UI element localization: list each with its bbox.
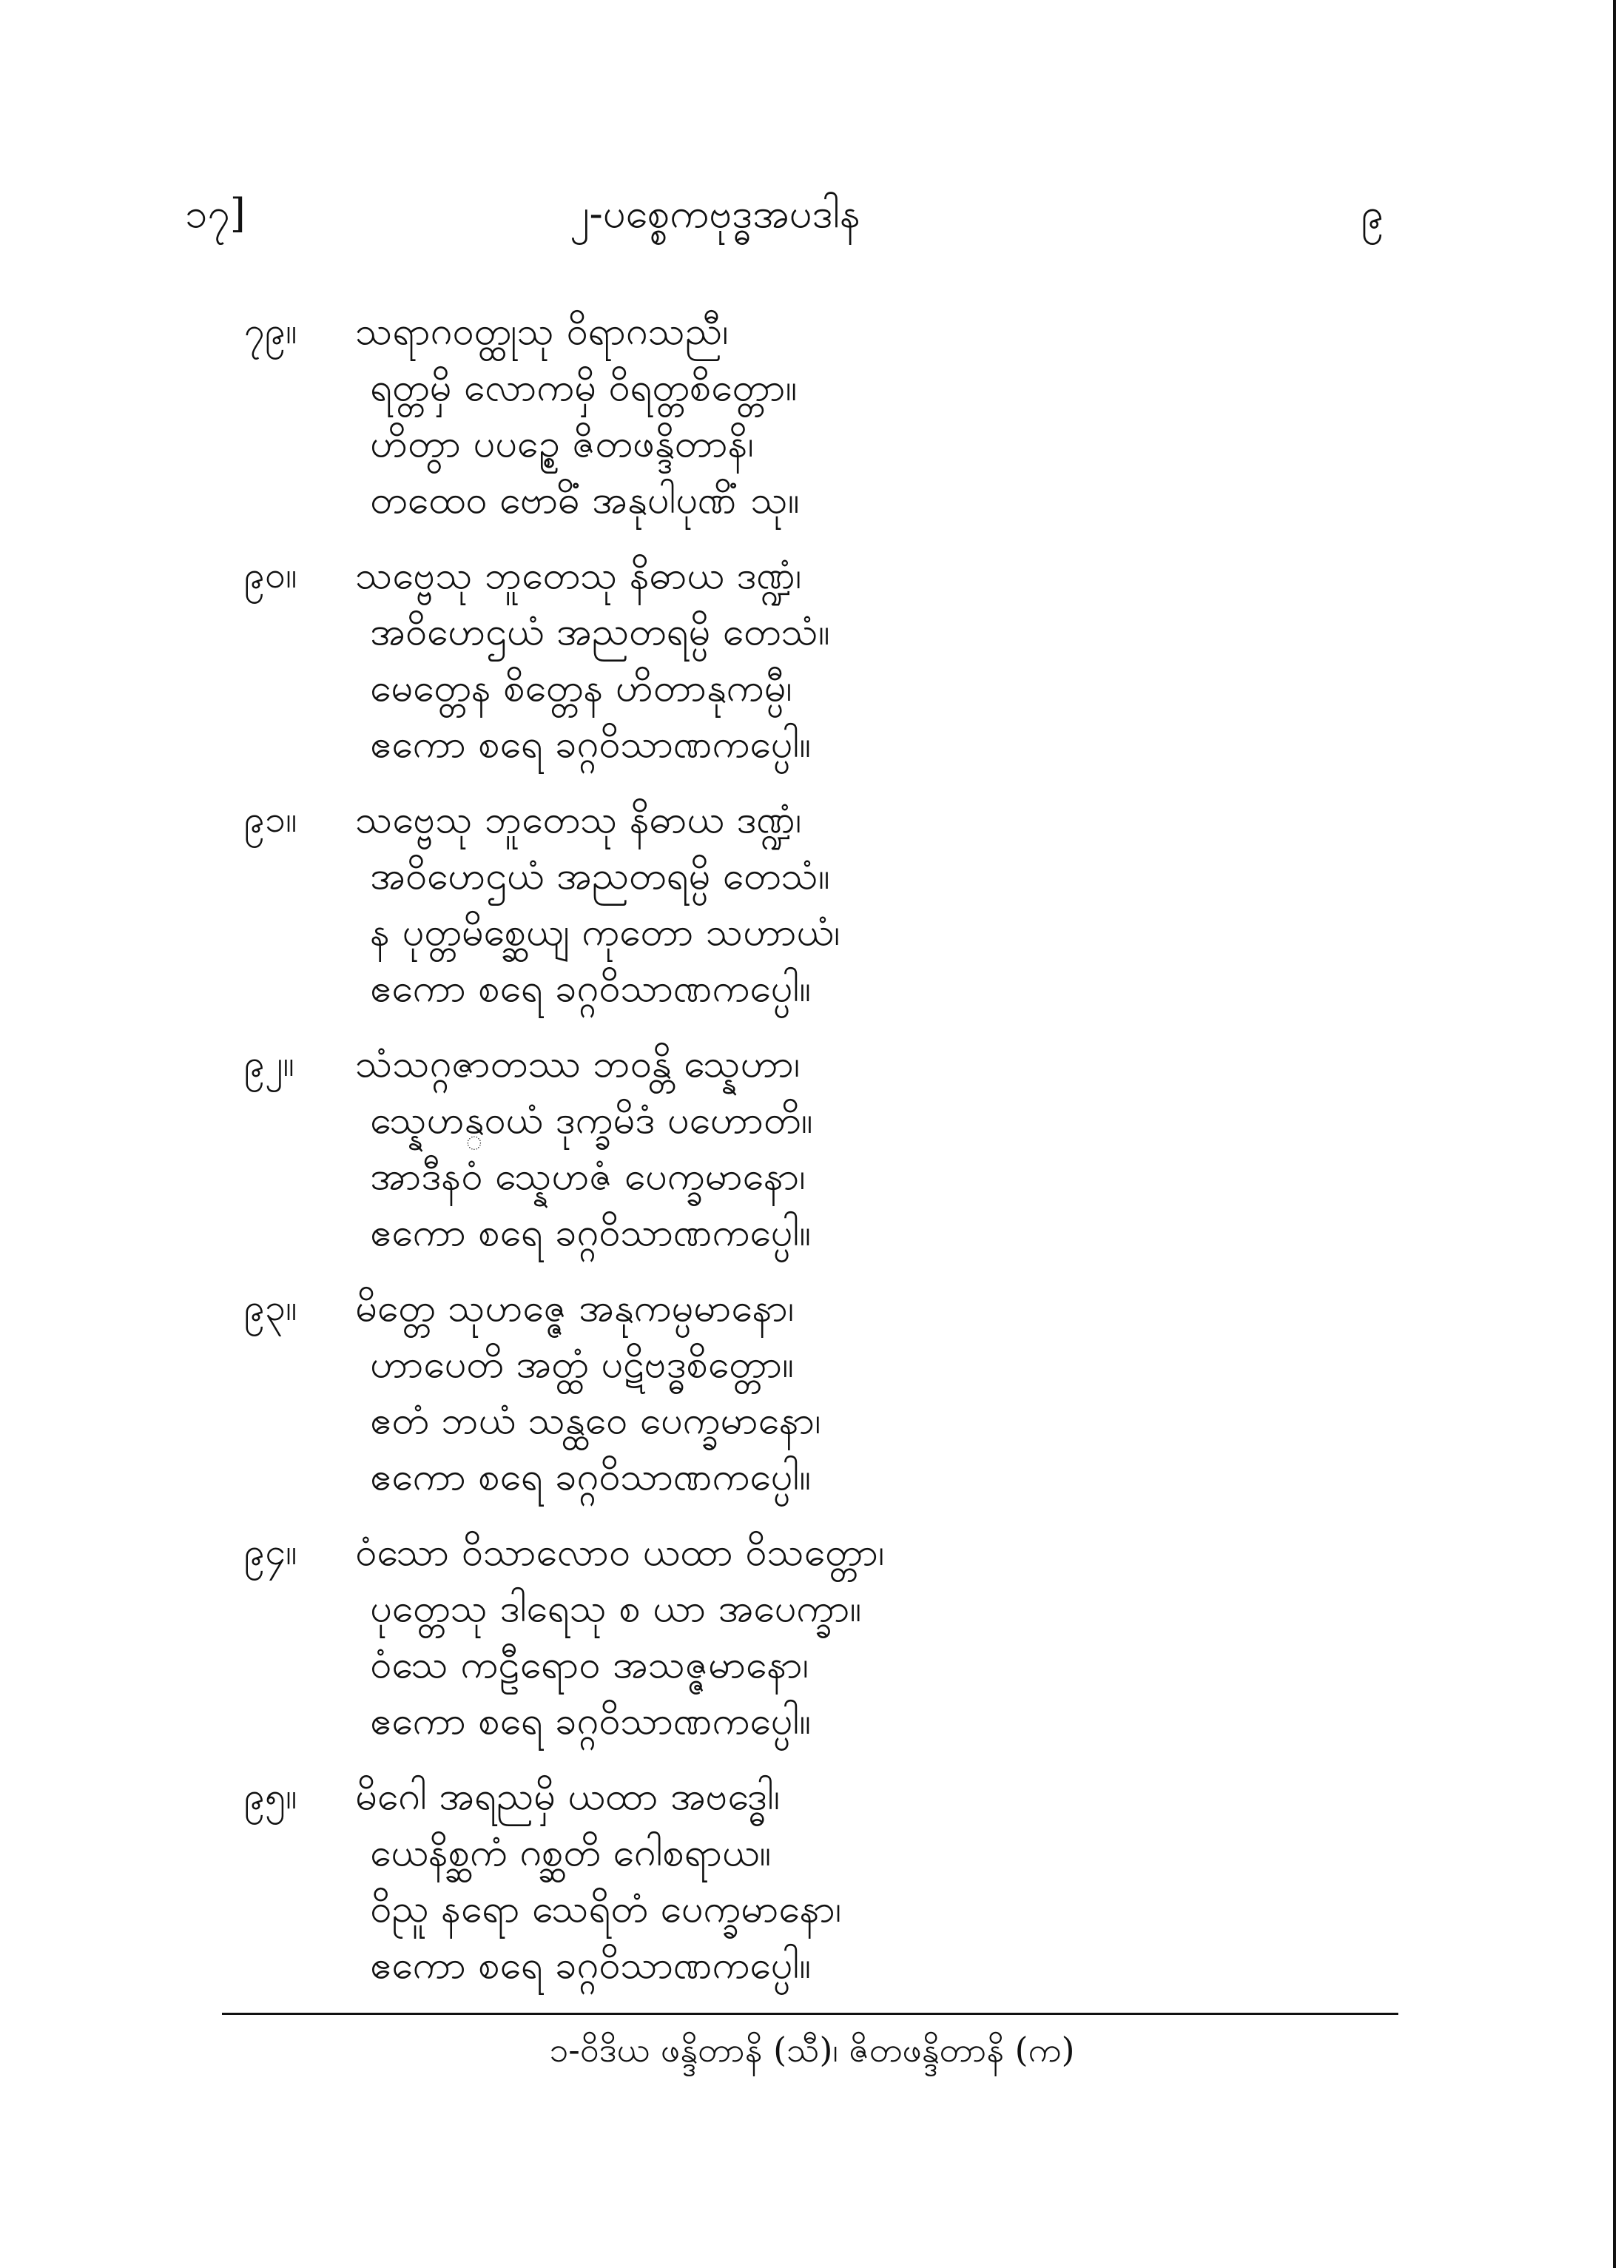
verse-lines xyxy=(355,1036,812,1261)
verse-line: ဝံသေ ကဠီရောဝ အသဇ္ဇမာနော၊ xyxy=(370,1643,809,1687)
verse-line: ဝံသော ဝိသာလောဝ ယထာ ဝိသတ္တော၊ xyxy=(355,1530,885,1575)
verse-line: သရာဂဝတ္ထုသု ဝိရာဂသညီ၊ xyxy=(355,309,729,354)
stanza xyxy=(244,1769,1354,2013)
verse-lines xyxy=(355,792,840,1017)
verse-list xyxy=(244,303,1354,2013)
verse-line: ဧကော စရေ ခဂ္ဂဝိသာဏကပ္ပေါ။ xyxy=(370,722,811,767)
verse-line: သဗ္ဗေသု ဘူတေသု နိဓာယ ဒဏ္ဍံ၊ xyxy=(355,553,802,598)
verse-line: ဟိတွာ ပပဉ္စေ ဇိတဖန္ဒိတာနိ၊ xyxy=(370,422,754,466)
page-header xyxy=(185,189,1384,255)
verse-lines xyxy=(355,1524,884,1749)
verse-line: ဧကော စရေ ခဂ္ဂဝိသာဏကပ္ပေါ။ xyxy=(370,1211,811,1255)
running-title: ၂-ပစ္စေကဗုဒ္ဓအပဒါန xyxy=(570,190,860,237)
verse-line: မေတ္တေန စိတ္တေန ဟိတာနုကမ္ပီ၊ xyxy=(370,666,792,710)
page-number: ၉ xyxy=(1361,190,1384,237)
verse-line: အာဒီနဝံ သ္နေဟဇံ ပေက္ခမာနော၊ xyxy=(370,1154,806,1199)
stanza xyxy=(244,1036,1354,1280)
stanza xyxy=(244,548,1354,792)
stanza xyxy=(244,792,1354,1036)
verse-line: ယေနိစ္ဆကံ ဂစ္ဆတိ ဂေါစရာယ။ xyxy=(370,1831,772,1875)
verse-line: အဝိဟေဌယံ အညတရမ္ပိ တေသံ။ xyxy=(370,610,830,654)
verse-number: ၉၃။ xyxy=(244,1286,297,1329)
verse-number: ၉၀။ xyxy=(244,553,297,596)
verse-lines xyxy=(355,548,830,773)
verse-line: န ပုတ္တမိစ္ဆေယျ ကုတော သဟာယံ၊ xyxy=(370,910,840,955)
verse-number: ၉၄။ xyxy=(244,1530,297,1573)
verse-line: မိဂေါ အရညမှိ ယထာ အဗဒ္ဓေါ၊ xyxy=(355,1774,780,1819)
verse-line: သ္နေဟန္ဝယံ ဒုက္ခမိဒံ ပဟောတိ။ xyxy=(370,1098,813,1143)
page-right-border xyxy=(1613,0,1616,2268)
verse-lines xyxy=(355,1280,821,1505)
verse-line: သံသဂ္ဂဇာတဿ ဘဝန္တိ သ္နေဟာ၊ xyxy=(355,1042,800,1086)
footnote-divider xyxy=(222,2013,1398,2015)
stanza xyxy=(244,1524,1354,1769)
verse-line: ဧကော စရေ ခဂ္ဂဝိသာဏကပ္ပေါ။ xyxy=(370,966,811,1011)
verse-line: ပုတ္တေသု ဒါရေသု စ ယာ အပေက္ခာ။ xyxy=(370,1586,862,1631)
verse-line: ဧကော စရေ ခဂ္ဂဝိသာဏကပ္ပေါ။ xyxy=(370,1455,811,1499)
verse-number: ၉၁။ xyxy=(244,798,297,841)
verse-number: ၉၅။ xyxy=(244,1774,297,1817)
verse-line: မိတ္တေ သုဟဇ္ဇေ အနုကမ္ပမာနော၊ xyxy=(355,1286,794,1330)
verse-line: တထေဝ ဗောဓိံ အနုပါပုဏိံ သု။ xyxy=(370,478,800,522)
stanza xyxy=(244,303,1354,548)
verse-number: ၉၂။ xyxy=(244,1042,294,1085)
verse-line: ရတ္တမှိ လောကမှိ ဝိရတ္တစိတ္တော။ xyxy=(370,366,798,410)
verse-lines xyxy=(355,1769,841,1993)
verse-lines xyxy=(355,303,799,528)
verse-line: အဝိဟေဌယံ အညတရမ္ပိ တေသံ။ xyxy=(370,854,830,898)
verse-line: ဧကော စရေ ခဂ္ဂဝိသာဏကပ္ပေါ။ xyxy=(370,1699,811,1743)
footnote: ၁-ဝိဒိယ ဖန္ဒိတာနိ (သီ)၊ ဇိတဖန္ဒိတာနိ (က) xyxy=(549,2030,1075,2070)
verse-line: သဗ္ဗေသု ဘူတေသု နိဓာယ ဒဏ္ဍံ၊ xyxy=(355,798,802,842)
verse-line: ဟာပေတိ အတ္ထံ ပဋိဗဒ္ဓစိတ္တော။ xyxy=(370,1342,794,1387)
verse-line: ဧတံ ဘယံ သန္ထဝေ ပေက္ခမာနော၊ xyxy=(370,1399,821,1443)
verse-line: ဝိညူ နရော သေရိတံ ပေက္ခမာနော၊ xyxy=(370,1887,842,1931)
stanza xyxy=(244,1280,1354,1524)
verse-number: ၇၉။ xyxy=(244,309,297,352)
page-reference: ၁၇] xyxy=(185,190,246,237)
verse-line: ဧကော စရေ ခဂ္ဂဝိသာဏကပ္ပေါ။ xyxy=(370,1943,811,1988)
